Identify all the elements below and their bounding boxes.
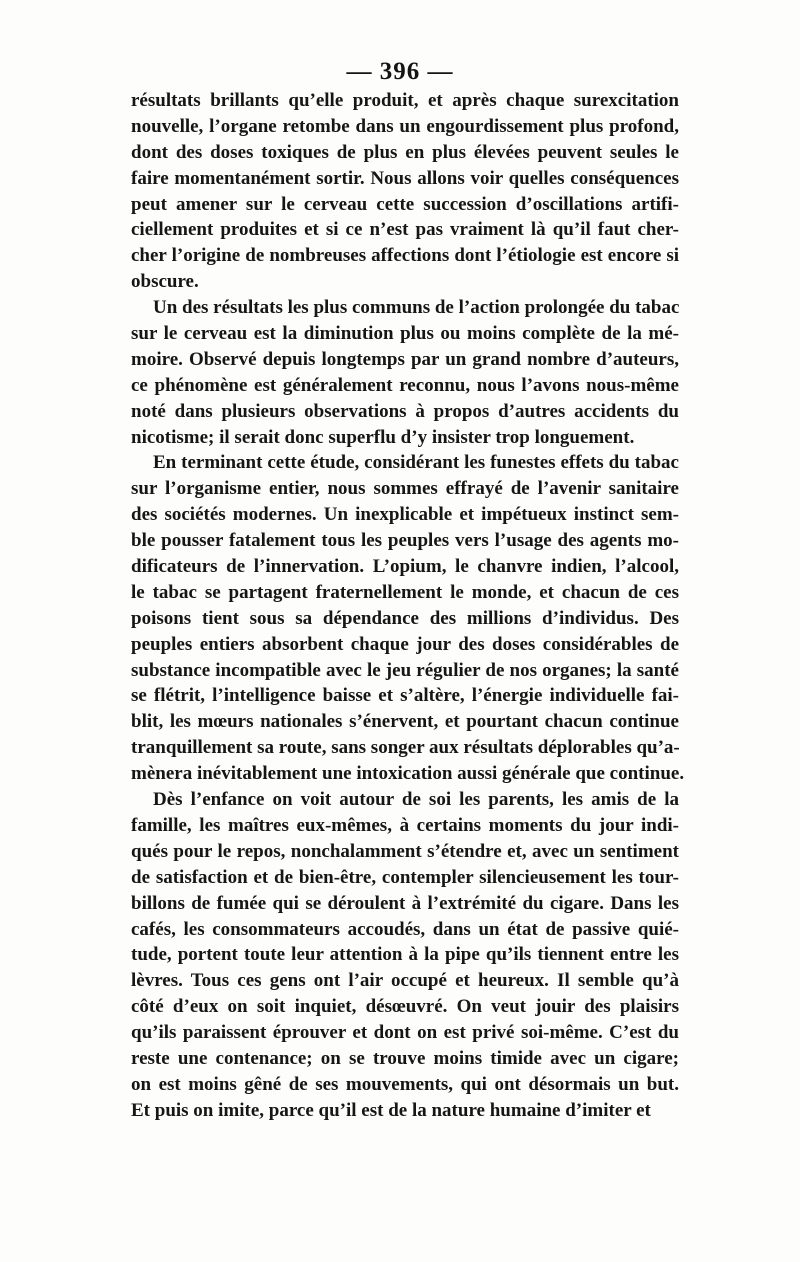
text-line: ce phénomène est généralement reconnu, nous l’avons nous-même	[131, 374, 679, 396]
text-line: peuples entiers absorbent chaque jour des doses considérables de	[131, 633, 679, 655]
text-line: tude, portent toute leur attention à la pipe qu’ils tiennent entre les	[131, 944, 679, 966]
text-line: faire momentanément sortir. Nous allons voir quelles conséquences	[131, 167, 679, 189]
text-line: le tabac se partagent fraternellement le monde, et chacun de ces	[131, 581, 679, 603]
text-line: ble pousser fatalement tous les peuples vers l’usage des agents mo-	[131, 530, 679, 552]
text-line: lèvres. Tous ces gens ont l’air occupé et heureux. Il semble qu’à	[131, 970, 679, 992]
text-line: on est moins gêné de ses mouvements, qui ont désormais un but.	[131, 1073, 679, 1095]
text-line: de satisfaction et de bien-être, contempler silencieusement les tour-	[131, 866, 679, 888]
text-line: résultats brillants qu’elle produit, et après chaque surexcitation	[131, 90, 679, 111]
text-line: billons de fumée qui se déroulent à l’extrémité du cigare. Dans les	[131, 892, 679, 914]
text-line: famille, les maîtres eux-mêmes, à certains moments du jour indi-	[131, 814, 679, 836]
text-line: cafés, les consommateurs accoudés, dans un état de passive quié-	[131, 918, 679, 940]
text-line: côté d’eux on soit inquiet, désœuvré. On veut jouir des plaisirs	[131, 996, 679, 1018]
text-line: ciellement produites et si ce n’est pas vraiment là qu’il faut cher-	[131, 219, 679, 241]
text-line: poisons tient sous sa dépendance des millions d’individus. Des	[131, 607, 679, 629]
text-line: En terminant cette étude, considérant les funestes effets du tabac	[153, 452, 679, 474]
text-line: reste une contenance; on se trouve moins timide avec un cigare;	[131, 1047, 679, 1069]
text-line: mènera inévitablement une intoxication aussi générale que continue.	[131, 763, 685, 785]
paragraph	[131, 88, 679, 295]
page-number: — 396 —	[346, 58, 454, 85]
text-line: substance incompatible avec le jeu régulier de nos organes; la santé	[131, 659, 679, 681]
paragraph	[131, 295, 679, 450]
text-line: Et puis on imite, parce qu’il est de la nature humaine d’imiter et	[131, 1099, 651, 1121]
text-line: dont des doses toxiques de plus en plus élevées peuvent seules le	[131, 141, 679, 163]
body-text	[131, 88, 685, 1124]
paragraph	[131, 450, 685, 787]
text-line: noté dans plusieurs observations à propos d’autres accidents du	[131, 400, 679, 422]
text-line: qu’ils paraissent éprouver et dont on est privé soi-même. C’est du	[131, 1022, 679, 1044]
text-line: qués pour le repos, nonchalamment s’étendre et, avec un sentiment	[131, 840, 679, 862]
text-line: cher l’origine de nombreuses affections dont l’étiologie est encore si	[131, 245, 679, 267]
text-line: Un des résultats les plus communs de l’action prolongée du tabac	[153, 297, 680, 319]
text-line: sur l’organisme entier, nous sommes effrayé de l’avenir sanitaire	[131, 478, 679, 500]
paragraph	[131, 787, 679, 1124]
text-line: sur le cerveau est la diminution plus ou moins complète de la mé-	[131, 323, 679, 345]
text-line: nouvelle, l’organe retombe dans un engourdissement plus profond,	[131, 115, 679, 137]
text-line: moire. Observé depuis longtemps par un grand nombre d’auteurs,	[131, 348, 679, 370]
text-line: obscure.	[131, 271, 199, 293]
text-line: Dès l’enfance on voit autour de soi les parents, les amis de la	[153, 789, 679, 811]
text-line: se flétrit, l’intelligence baisse et s’altère, l’énergie individuelle fai-	[131, 685, 679, 707]
text-line: peut amener sur le cerveau cette succession d’oscillations artifi-	[131, 193, 679, 215]
text-line: dificateurs de l’innervation. L’opium, le chanvre indien, l’alcool,	[131, 556, 679, 578]
text-line: tranquillement sa route, sans songer aux résultats déplorables qu’a-	[131, 737, 680, 759]
text-line: des sociétés modernes. Un inexplicable et impétueux instinct sem-	[131, 504, 679, 526]
text-line: blit, les mœurs nationales s’énervent, et pourtant chacun continue	[131, 711, 679, 733]
text-line: nicotisme; il serait donc superflu d’y insister trop longuement.	[131, 426, 635, 448]
